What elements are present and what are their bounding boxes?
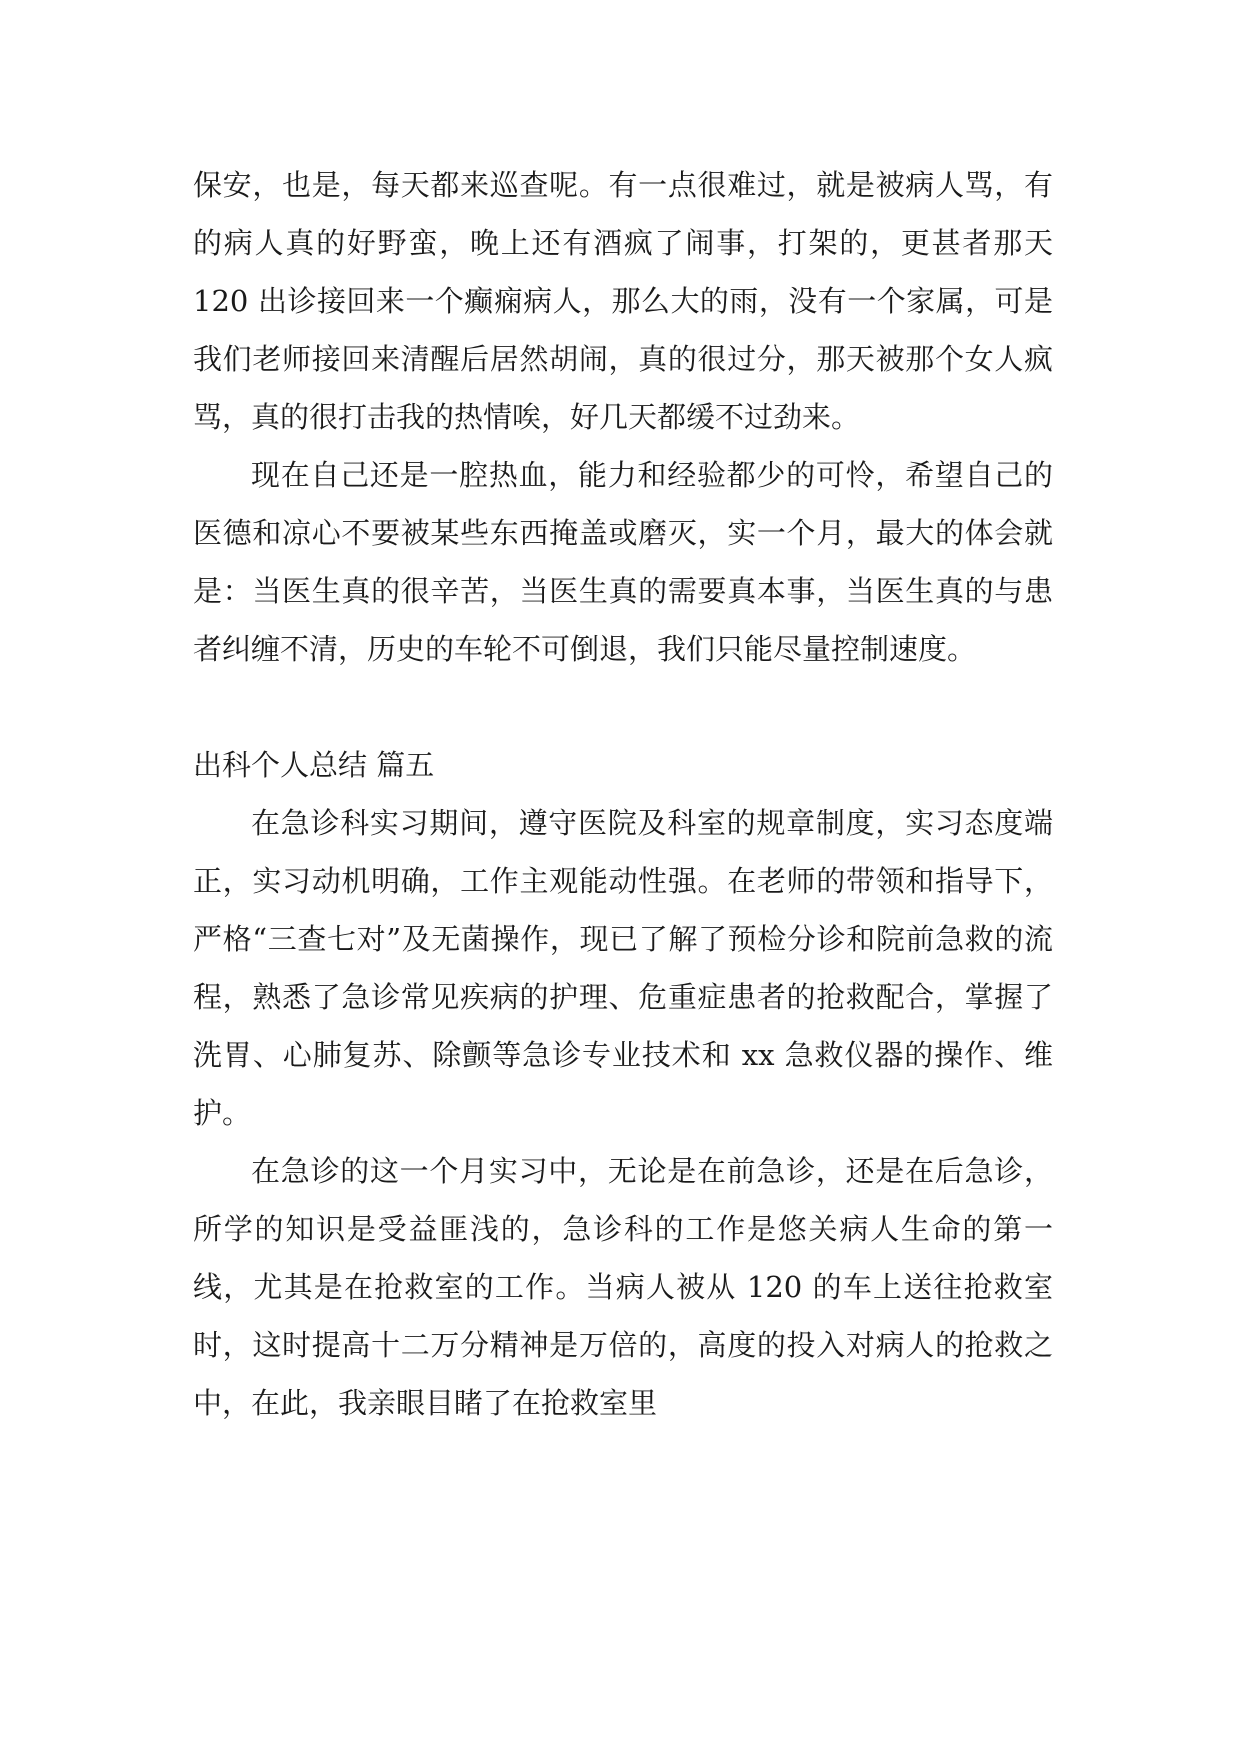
section-heading: 出科个人总结 篇五 — [193, 748, 435, 782]
paragraph-continuation: 保安，也是，每天都来巡查呢。有一点很难过，就是被病人骂，有的病人真的好野蛮，晚上还有酒疯了闹事，打架的，更甚者那天 120 出诊接回来一个癫痫病人，那么大的雨，没有一个家属，可是我们老师接回来清醒后居然胡闹，真的很过分，那天被那个女人疯骂，真的很打击我的热情唉，好几天都缓不过劲来。 — [193, 168, 1053, 434]
paragraph: 现在自己还是一腔热血，能力和经验都少的可怜，希望自己的医德和凉心不要被某些东西掩盖或磨灭，实一个月，最大的体会就是：当医生真的很辛苦，当医生真的需要真本事，当医生真的与患者纠缠不清，历史的车轮不可倒退，我们只能尽量控制速度。 — [193, 458, 1053, 666]
paragraph: 在急诊的这一个月实习中，无论是在前急诊，还是在后急诊，所学的知识是受益匪浅的，急诊科的工作是悠关病人生命的第一线，尤其是在抢救室的工作。当病人被从 120 的车上送往抢救室时，这时提高十二万分精神是万倍的，高度的投入对病人的抢救之中，在此，我亲眼目睹了在抢救室里 — [193, 1154, 1053, 1420]
paragraph: 在急诊科实习期间，遵守医院及科室的规章制度，实习态度端正，实习动机明确，工作主观能动性强。在老师的带领和指导下，严格“三查七对”及无菌操作，现已了解了预检分诊和院前急救的流程，熟悉了急诊常见疾病的护理、危重症患者的抢救配合，掌握了洗胃、心肺复苏、除颤等急诊专业技术和 xx 急救仪器的操作、维护。 — [193, 806, 1053, 1130]
document-body — [193, 156, 1053, 1432]
